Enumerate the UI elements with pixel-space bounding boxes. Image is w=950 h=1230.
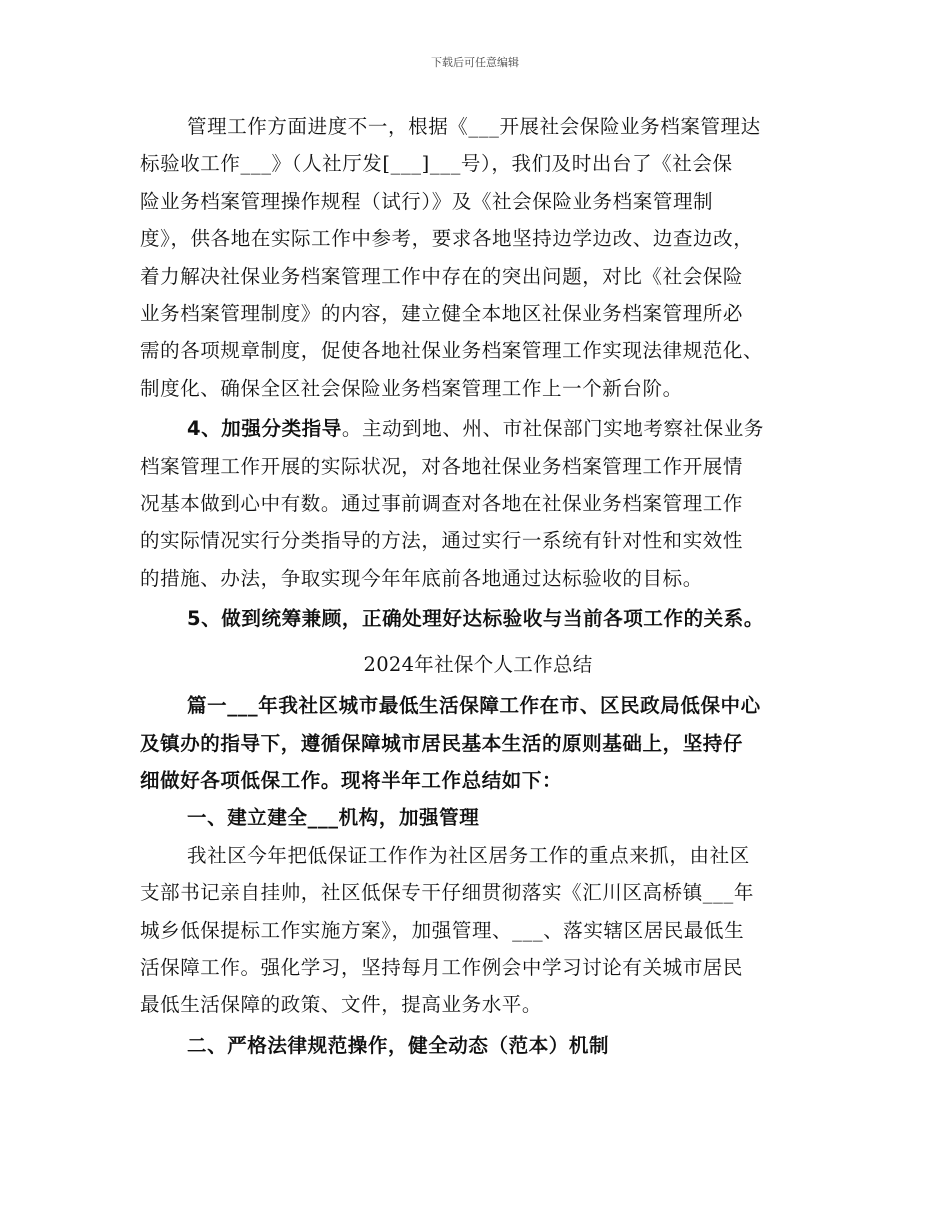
intro-line: 篇一___年我社区城市最低生活保障工作在市、区民政局低保中心: [187, 694, 761, 718]
section-2-heading: 二、严格法律规范操作，健全动态（范本）机制: [187, 1033, 610, 1057]
section-1-heading: 一、建立建全___机构，加强管理: [187, 806, 480, 830]
body-line: 着力解决社保业务档案管理工作中存在的突出问题，对比《社会保险: [140, 264, 744, 288]
body-line: 险业务档案管理操作规程（试行）》及《社会保险业务档案管理制: [140, 189, 714, 213]
body-line: 需的各项规章制度，促使各地社保业务档案管理工作实现法律规范化、: [140, 339, 764, 363]
body-line: 况基本做到心中有数。通过事前调查对各地在社保业务档案管理工作: [140, 492, 744, 516]
intro-line: 及镇办的指导下，遵循保障城市居民基本生活的原则基础上，坚持仔: [140, 731, 744, 755]
item-4-line: [140, 410, 816, 447]
body-line: 档案管理工作开展的实际状况，对各地社保业务档案管理工作开展情: [140, 454, 744, 478]
page-header: 下载后可任意编辑: [431, 56, 519, 69]
body-line: 的措施、办法，争取实现今年年底前各地通过达标验收的目标。: [140, 566, 703, 590]
item-5-heading: 5、做到统筹兼顾，正确处理好达标验收与当前各项工作的关系。: [187, 607, 764, 631]
intro-line: 细做好各项低保工作。现将半年工作总结如下：: [140, 768, 563, 792]
body-line: 制度化、确保全区社会保险业务档案管理工作上一个新台阶。: [140, 376, 683, 400]
body-line: 城乡低保提标工作实施方案》，加强管理、___、落实辖区居民最低生: [140, 918, 745, 942]
document-body: [140, 108, 816, 1064]
item-4-heading: 4、加强分类指导: [187, 417, 342, 441]
item-4-text: 。主动到地、州、市社保部门实地考察社保业务: [341, 417, 764, 441]
body-line: 标验收工作___》（人社厅发[___]___号），我们及时出台了《社会保: [140, 152, 733, 176]
body-line: 支部书记亲自挂帅，社区低保专干仔细贯彻落实《汇川区高桥镇___年: [140, 881, 754, 905]
body-line: 的实际情况实行分类指导的方法，通过实行一系统有针对性和实效性: [140, 529, 744, 553]
body-line: 业务档案管理制度》的内容，建立健全本地区社保业务档案管理所必: [140, 302, 744, 326]
body-line: 度》，供各地在实际工作中参考，要求各地坚持边学边改、边查边改，: [140, 227, 754, 251]
section-title: 2024年社保个人工作总结: [363, 652, 593, 676]
body-line: 我社区今年把低保证工作作为社区居务工作的重点来抓，由社区: [187, 843, 750, 867]
body-line: 管理工作方面进度不一，根据《___开展社会保险业务档案管理达: [187, 115, 761, 138]
body-line: 活保障工作。强化学习，坚持每月工作例会中学习讨论有关城市居民: [140, 955, 744, 979]
body-line: 最低生活保障的政策、文件，提高业务水平。: [140, 993, 543, 1017]
